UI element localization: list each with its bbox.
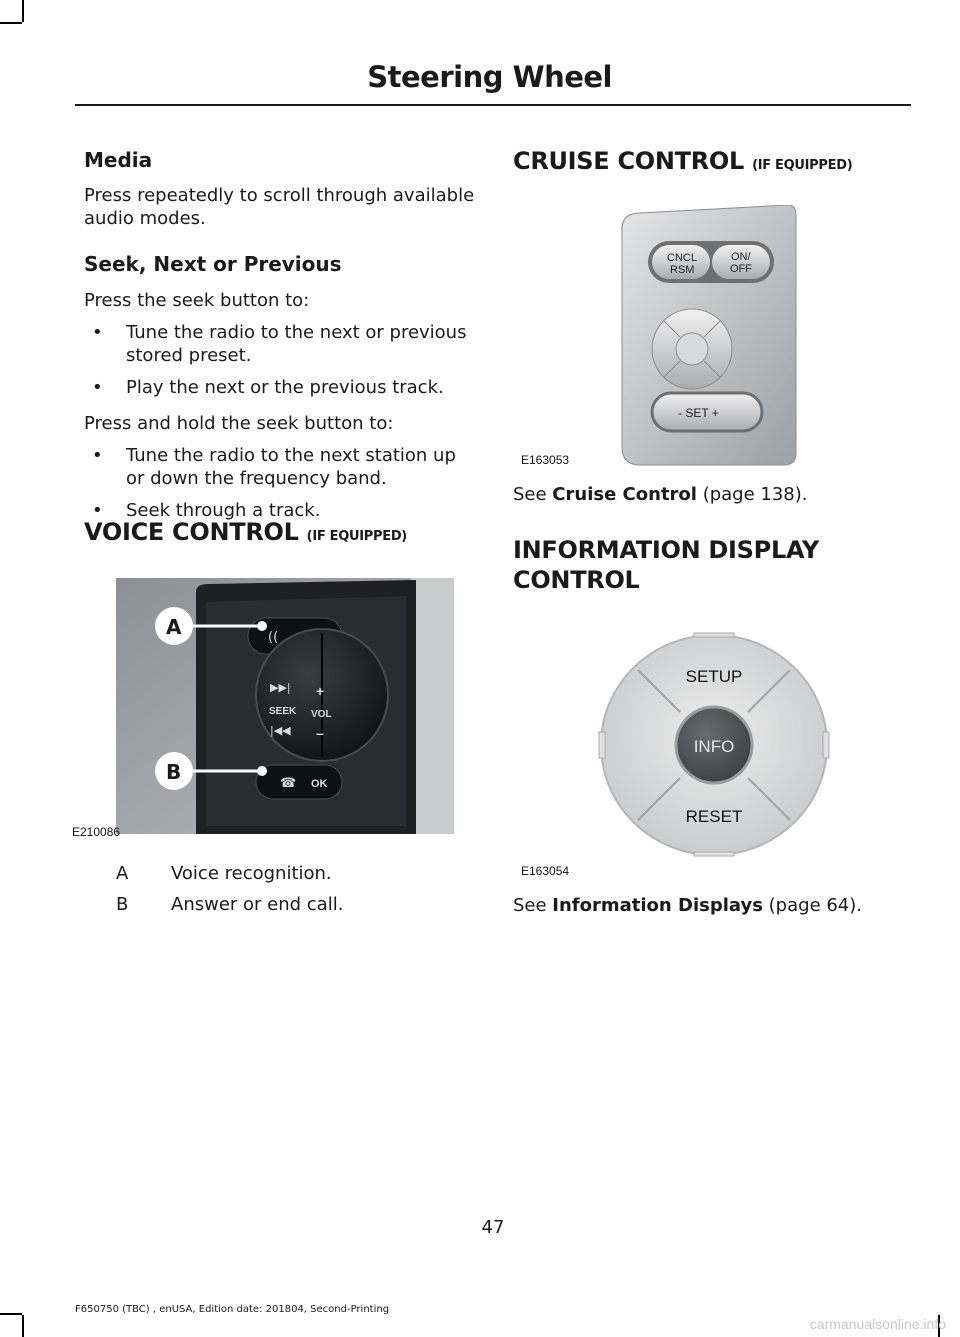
figure-code-cruise: E163053 xyxy=(521,453,570,467)
info-display-reference xyxy=(513,895,862,916)
on-label: ON/ xyxy=(731,251,751,263)
list-item-text: Tune the radio to the next or previous stored preset. xyxy=(126,322,467,366)
cruise-control-reference xyxy=(513,484,808,505)
setup-label: SETUP xyxy=(685,667,743,686)
page-number: 47 xyxy=(481,1217,505,1238)
callout-a: A xyxy=(166,615,182,639)
bullet-dot: • xyxy=(92,322,103,343)
media-heading: Media xyxy=(84,148,153,172)
phone-icon: ☎ xyxy=(280,776,297,791)
crop-mark xyxy=(0,22,22,24)
left-column xyxy=(84,148,479,522)
cruise-control-title: CRUISE CONTROL xyxy=(513,147,744,175)
vol-plus-label: + xyxy=(316,683,325,699)
crop-mark xyxy=(22,1315,24,1337)
voice-control-heading-block xyxy=(84,518,484,546)
legend-letter-a: A xyxy=(116,863,129,884)
callout-b: B xyxy=(166,760,182,784)
info-display-illustration xyxy=(598,632,830,858)
cruise-control-heading-block xyxy=(513,147,933,175)
list-item xyxy=(84,376,479,399)
seek-heading: Seek, Next or Previous xyxy=(84,252,342,276)
media-text: Press repeatedly to scroll through available audio modes. xyxy=(84,185,475,229)
vol-minus-label: – xyxy=(316,725,324,741)
figure-code-info: E163054 xyxy=(521,864,570,878)
next-track-icon: ▶▶| xyxy=(270,681,291,694)
see-prefix: See xyxy=(513,895,553,916)
list-item xyxy=(84,444,479,490)
voice-control-tag: (IF EQUIPPED) xyxy=(306,529,407,544)
voice-control-illustration xyxy=(116,578,454,834)
info-display-heading-line1: INFORMATION DISPLAY xyxy=(513,536,820,564)
list-item xyxy=(84,321,479,367)
cruise-control-heading xyxy=(513,147,933,175)
edition-footer: F650750 (TBC) , enUSA, Edition date: 201804, Second-Printing xyxy=(75,1304,390,1315)
rsm-label: RSM xyxy=(670,264,695,276)
ok-button-label: OK xyxy=(311,778,328,790)
info-display-heading-block xyxy=(513,535,933,595)
off-label-text: OFF xyxy=(730,263,752,275)
voice-control-figure xyxy=(116,578,454,834)
voice-control-heading xyxy=(84,518,484,546)
set-label: - SET + xyxy=(678,406,719,420)
figure-code-voice: E210086 xyxy=(72,825,121,839)
voice-control-title: VOICE CONTROL xyxy=(84,518,299,546)
list-item-text: Play the next or the previous track. xyxy=(126,377,444,398)
reset-label: RESET xyxy=(685,807,743,826)
legend-text-b: Answer or end call. xyxy=(171,894,344,915)
voice-icon: (( xyxy=(268,630,279,645)
cruise-control-figure xyxy=(618,205,800,469)
seek-press-intro: Press the seek button to: xyxy=(84,290,310,311)
see-prefix: See xyxy=(513,484,553,505)
seek-hold-intro: Press and hold the seek button to: xyxy=(84,413,394,434)
header-rule xyxy=(75,104,911,106)
previous-track-icon: |◀◀ xyxy=(270,724,291,737)
crop-mark xyxy=(22,0,24,22)
cncl-label: CNCL xyxy=(667,252,697,264)
bullet-dot: • xyxy=(92,445,103,466)
see-suffix: (page 138). xyxy=(696,484,808,505)
list-item-text: Seek through a track. xyxy=(126,500,321,521)
cruise-control-illustration xyxy=(618,205,800,469)
page-title: Steering Wheel xyxy=(367,60,612,94)
legend-text-a: Voice recognition. xyxy=(171,863,332,884)
info-label: INFO xyxy=(693,737,735,756)
vol-button-label: VOL xyxy=(311,709,332,720)
bullet-dot: • xyxy=(92,377,103,398)
information-displays-link[interactable]: Information Displays xyxy=(552,895,763,916)
cruise-control-tag: (IF EQUIPPED) xyxy=(752,158,853,173)
seek-button-label: SEEK xyxy=(269,706,297,717)
info-display-heading-line2: CONTROL xyxy=(513,566,640,594)
see-suffix: (page 64). xyxy=(762,895,863,916)
list-item-text: Tune the radio to the next station up or down the frequency band. xyxy=(126,445,456,489)
watermark: carmanualsonline.info xyxy=(809,1316,946,1332)
legend-letter-b: B xyxy=(116,894,129,915)
bullet-dot: • xyxy=(92,500,103,521)
info-display-figure xyxy=(598,632,830,858)
crop-mark xyxy=(0,1313,22,1315)
cruise-control-link[interactable]: Cruise Control xyxy=(552,484,697,505)
